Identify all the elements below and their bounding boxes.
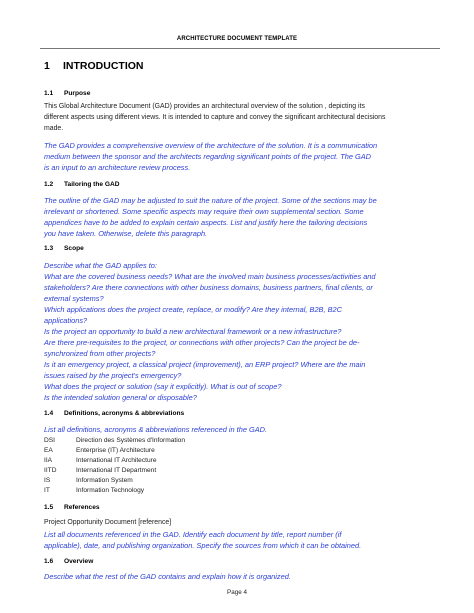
- purpose-text-line: different aspects using different views. It is intended to capture and convey the significant architectural decisions: [44, 114, 386, 121]
- tailoring-guidance-line: irrelevant or shortened. Some specific aspects may require their own supplemental section. Some: [44, 207, 364, 216]
- purpose-text-line: This Global Architecture Document (GAD) provides an architectural overview of the solution , depicting its: [44, 103, 365, 110]
- subsection-number: 1.1: [44, 90, 54, 97]
- scope-guidance-line: What does the project or solution (say it explicitly). What is out of scope?: [44, 382, 282, 391]
- subsection-title: Purpose: [64, 90, 91, 97]
- abbreviation-row: [44, 447, 155, 454]
- scope-guidance-line: Describe what the GAD applies to:: [44, 261, 157, 270]
- scope-guidance-line: issues raised by the project's emergency?: [44, 371, 182, 380]
- section-title: INTRODUCTION: [63, 60, 144, 72]
- running-header: ARCHITECTURE DOCUMENT TEMPLATE: [176, 36, 298, 42]
- purpose-guidance-line: is an input to an architecture review process.: [44, 163, 191, 172]
- scope-guidance-line: applications?: [44, 316, 88, 325]
- subsection-title: Tailoring the GAD: [64, 181, 120, 188]
- subsection-heading-tailoring: [44, 181, 120, 188]
- scope-guidance-line: synchronized from other projects?: [44, 349, 156, 358]
- subsection-heading-purpose: [44, 90, 90, 97]
- references-guidance-line: List all documents referenced in the GAD. Identify each document by title, report number (if: [44, 530, 342, 539]
- subsection-title: References: [64, 504, 100, 511]
- abbreviation-description: Enterprise (IT) Architecture: [76, 447, 155, 454]
- scope-guidance-line: Which applications does the project create, replace, or modify? Are they internal, B2B, B2C: [44, 305, 342, 314]
- abbreviation-code: EA: [44, 447, 53, 454]
- definitions-guidance-line: List all definitions, acronyms & abbreviations referenced in the GAD.: [44, 425, 268, 434]
- tailoring-guidance-line: you have taken. Otherwise, delete this paragraph.: [44, 229, 208, 238]
- subsection-number: 1.3: [44, 245, 54, 252]
- subsection-number: 1.5: [44, 504, 54, 511]
- subsection-number: 1.6: [44, 558, 54, 565]
- abbreviation-row: [44, 477, 133, 484]
- abbreviation-description: Information System: [76, 477, 133, 484]
- purpose-guidance-line: The GAD provides a comprehensive overview of the architecture of the solution. It is a communication: [44, 141, 378, 150]
- abbreviation-code: DSI: [44, 437, 55, 444]
- subsection-number: 1.4: [44, 410, 54, 417]
- abbreviation-description: Direction des Systèmes d'Information: [76, 437, 186, 444]
- subsection-heading-references: [44, 504, 100, 511]
- abbreviation-code: IT: [44, 487, 50, 494]
- abbreviation-row: [44, 437, 185, 444]
- subsection-title: Overview: [64, 558, 94, 565]
- subsection-title: Scope: [64, 245, 84, 252]
- abbreviation-row: [44, 487, 144, 494]
- section-number: 1: [44, 60, 50, 72]
- abbreviation-description: International IT Department: [76, 467, 157, 474]
- abbreviation-row: [44, 467, 156, 474]
- abbreviation-row: [44, 457, 157, 464]
- scope-guidance-line: external systems?: [44, 294, 104, 303]
- abbreviation-description: Information Technology: [76, 487, 145, 494]
- abbreviation-code: IS: [44, 477, 51, 484]
- subsection-heading-definitions: [44, 410, 184, 417]
- subsection-number: 1.2: [44, 181, 54, 188]
- tailoring-guidance-line: The outline of the GAD may be adjusted to suit the nature of the project. Some of the sections may be: [44, 196, 377, 205]
- purpose-text-line: made.: [44, 125, 64, 132]
- scope-guidance-line: Is the intended solution general or disposable?: [44, 393, 197, 402]
- subsection-heading-scope: [44, 245, 84, 252]
- tailoring-guidance-line: appendices have to be added to explain certain aspects. List and justify here the tailoring decisions: [44, 218, 368, 227]
- section-heading-introduction: [44, 60, 144, 72]
- purpose-guidance-line: medium between the sponsor and the architects regarding significant points of the project. The GAD: [44, 152, 372, 161]
- scope-guidance-line: stakeholders? Are there connections with other business domains, business partners, final clients, or: [44, 283, 373, 292]
- scope-guidance-line: Is the project an opportunity to build a new architectural framework or a new infrastructure?: [44, 327, 342, 336]
- page-number: Page 4: [227, 589, 247, 596]
- abbreviation-code: IIA: [44, 457, 53, 464]
- subsection-heading-overview: [44, 558, 93, 565]
- header-rule: [40, 48, 440, 49]
- scope-guidance-line: Is it an emergency project, a classical project (improvement), an ERP project? Where are the main: [44, 360, 366, 369]
- abbreviation-code: IITD: [44, 467, 57, 474]
- abbreviation-description: International IT Architecture: [76, 457, 157, 464]
- subsection-title: Definitions, acronyms & abbreviations: [64, 410, 185, 417]
- scope-guidance-line: What are the covered business needs? What are the involved main business processes/activities and: [44, 272, 376, 281]
- scope-guidance-line: Are there pre-requisites to the project, or connections with other projects? Can the project be de-: [44, 338, 360, 347]
- references-guidance-line: applicable), date, and publishing organization. Specify the sources from which it can be obtained.: [44, 541, 362, 550]
- overview-guidance-line: Describe what the rest of the GAD contains and explain how it is organized.: [44, 572, 291, 581]
- reference-item: Project Opportunity Document [reference]: [44, 519, 172, 526]
